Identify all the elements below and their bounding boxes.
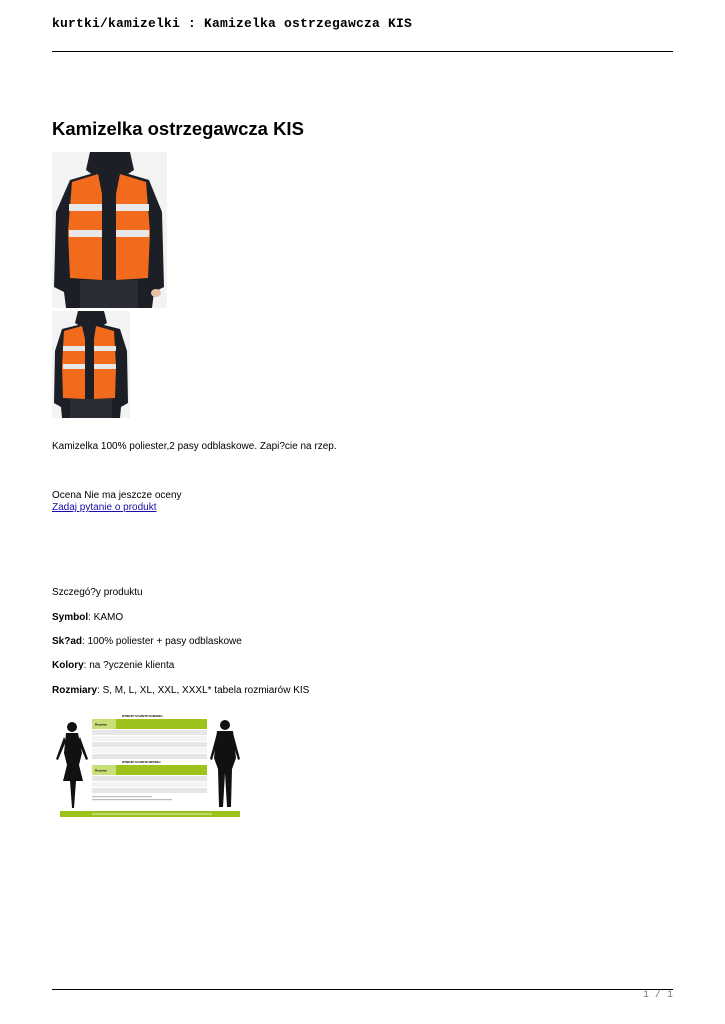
footer-divider [52, 989, 673, 990]
spec-material-value: : 100% poliester + pasy odblaskowe [82, 636, 242, 647]
vest-thumbnail-image [52, 311, 130, 418]
spec-sizes-value: : S, M, L, XL, XXL, XXXL* tabela rozmiarów KIS [97, 685, 310, 696]
size-chart-image[interactable] [52, 713, 242, 818]
spec-material-label: Sk?ad [52, 636, 83, 647]
spec-colors-value: : na ?yczenie klienta [83, 660, 175, 671]
product-photo-main[interactable] [52, 152, 167, 308]
page-number: 1 / 1 [642, 990, 673, 1001]
vest-photo-image [52, 152, 167, 308]
spec-colors [52, 660, 174, 672]
product-rating: Ocena Nie ma jeszcze oceny [52, 490, 182, 501]
spec-material [52, 636, 242, 648]
product-title: Kamizelka ostrzegawcza KIS [52, 118, 304, 139]
ask-question-link[interactable]: Zadaj pytanie o produkt [52, 502, 157, 513]
product-description: Kamizelka 100% poliester,2 pasy odblaskowe. Zapi?cie na rzep. [52, 441, 337, 452]
size-chart-graphic [52, 713, 242, 818]
spec-symbol-label: Symbol [52, 612, 89, 623]
chart-heading-women: WYMIARY SYLWETKI DAMSKIEJ [122, 715, 163, 718]
spec-symbol [52, 612, 123, 624]
header-divider [52, 51, 673, 52]
spec-symbol-value: : KAMO [88, 612, 124, 623]
details-heading: Szczegó?y produktu [52, 587, 143, 598]
chart-size-label-men: Rozmiar [95, 768, 107, 773]
chart-size-label-women: Rozmiar [95, 722, 107, 727]
spec-sizes [52, 685, 309, 697]
product-photo-thumbnail[interactable] [52, 311, 130, 418]
page-header: kurtki/kamizelki : Kamizelka ostrzegawcza KIS [52, 16, 413, 31]
spec-colors-label: Kolory [52, 660, 84, 671]
chart-heading-men: WYMIARY SYLWETKI MĘSKIEJ [122, 761, 161, 764]
spec-sizes-label: Rozmiary [52, 685, 98, 696]
